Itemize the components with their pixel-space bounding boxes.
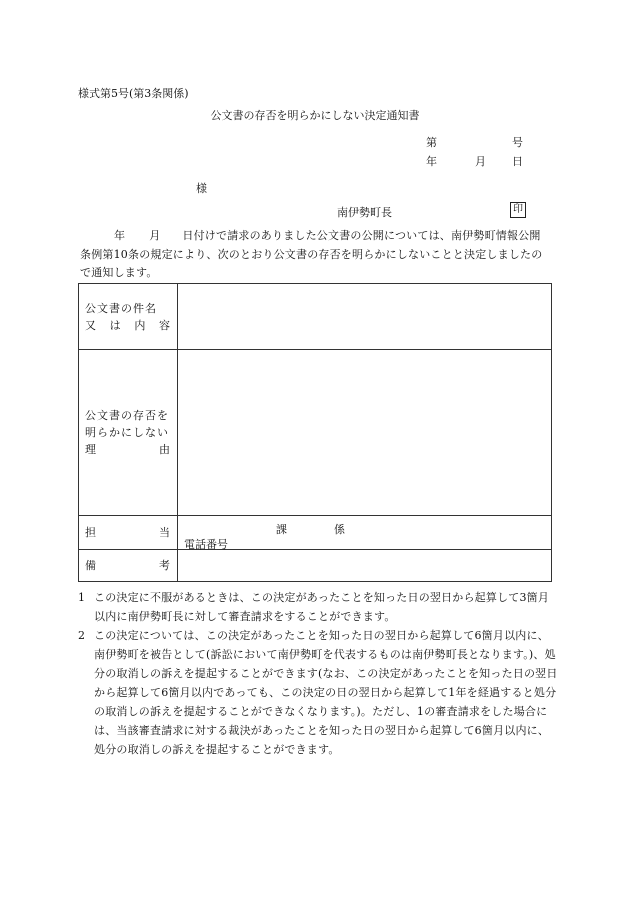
note-number: 2 [78,629,86,642]
label-char: 考 [159,559,171,572]
section-label: 課 [276,523,287,536]
body-text: 日付けで請求のありました公文書の公開については、南伊勢町情報公開条例第10条の規定により、次のとおり公文書の存否を明らかにしないことと決定しましたので通知します。 [80,229,543,279]
notice-table [78,283,552,582]
label-char: は [109,318,122,332]
addressee-suffix: 様 [196,182,207,195]
reason-label-line1: 公文書の存否を [85,409,169,422]
label-char: 理 [85,443,97,456]
reason-label-line3 [85,441,177,458]
table-row [79,284,552,350]
table-row [79,350,552,516]
reason-label-line2: 明らかにしない [85,426,169,439]
number-prefix: 第 [426,136,437,149]
number-suffix: 号 [512,136,523,149]
notes-section [78,588,558,759]
date-day: 日 [512,155,523,168]
remarks-label [79,550,178,582]
subject-label-line2 [85,317,177,334]
body-paragraph [80,227,550,283]
list-item [78,588,558,626]
issuer-name: 南伊勢町長 [337,206,392,219]
list-item [78,626,558,759]
remarks-field[interactable] [178,550,552,582]
note-text: この決定に不服があるときは、この決定があったことを知った日の翌日から起算して3箇月以内に南伊勢町長に対して審査請求をすることができます。 [94,591,550,623]
form-number: 様式第5号(第3条関係) [78,87,189,100]
unit-label: 係 [334,523,345,536]
contact-label [79,516,178,550]
label-char: 又 [85,318,97,332]
label-char: 由 [159,443,171,456]
label-char: 内 [134,318,147,332]
reason-field[interactable] [178,350,552,516]
subject-field[interactable] [178,284,552,350]
label-char: 容 [158,318,171,332]
body-year: 年 [114,229,126,242]
phone-label: 電話番号 [184,538,228,551]
subject-label-line1: 公文書の件名 [85,301,157,315]
date-month: 月 [475,155,486,168]
seal-mark: 印 [510,202,526,218]
label-char: 担 [85,526,97,539]
body-month: 月 [149,229,161,242]
date-year: 年 [426,155,437,168]
note-number: 1 [78,591,86,604]
subject-label [79,284,178,350]
note-text: この決定については、この決定があったことを知った日の翌日から起算して6箇月以内に、南伊勢町を被告として(訴訟において南伊勢町を代表するものは南伊勢町長となります。)、処分の取消しの訴えを提起することができます(なお、この決定があったことを知った日の翌日から起算して6箇月以内であっても、この決定の日の翌日から起算して1年を経過すると処分の取消しの訴えを提起することができなくなります。)。ただし、1の審査請求をした場合には、当該審査請求に対する裁決があったことを知った日の翌日から起算して6箇月以内に、処分の取消しの訴えを提起することができます。 [94,629,558,756]
reason-label [79,350,178,516]
table-row [79,516,552,550]
contact-field[interactable] [178,516,552,550]
table-row [79,550,552,582]
label-char: 備 [85,559,97,572]
document-title: 公文書の存否を明らかにしない決定通知書 [210,109,420,122]
label-char: 当 [159,526,171,539]
